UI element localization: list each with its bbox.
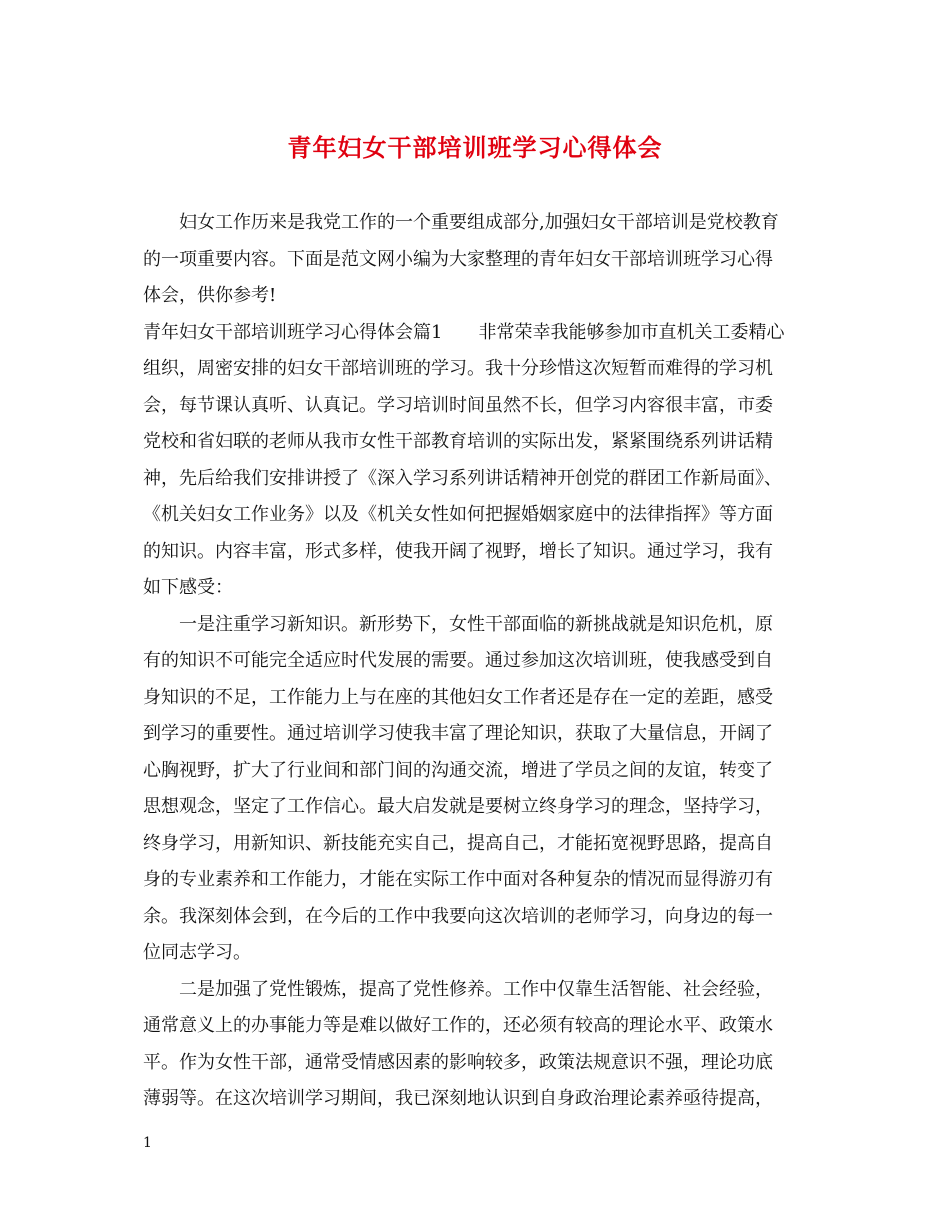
text-line: 组织，周密安排的妇女干部培训班的学习。我十分珍惜这次短暂而难得的学习机 [143, 358, 773, 379]
text-line: 平。作为女性干部，通常受情感因素的影响较多，政策法规意识不强，理论功底 [143, 1051, 773, 1073]
page-number: 1 [143, 1135, 152, 1151]
text-line: 党校和省妇联的老师从我市女性干部教育培训的实际出发，紧紧围绕系列讲话精 [143, 431, 773, 452]
text-line: 终身学习，用新知识、新技能充实自己，提高自己，才能拓宽视野思路，提高自 [143, 832, 773, 854]
text-line: 体会，供你参考! [143, 285, 277, 306]
text-line: 思想观念，坚定了工作信心。最大启发就是要树立终身学习的理念，坚持学习， [143, 796, 773, 817]
text-line: 如下感受： [143, 577, 233, 598]
text-line: 通常意义上的办事能力等是难以做好工作的，还必须有较高的理论水平、政策水 [143, 1015, 773, 1036]
text-line: 的一项重要内容。下面是范文网小编为大家整理的青年妇女干部培训班学习心得 [143, 248, 773, 270]
text-line: 身的专业素养和工作能力，才能在实际工作中面对各种复杂的情况而显得游刃有 [143, 869, 773, 890]
text-line: 二是加强了党性锻炼，提高了党性修养。工作中仅靠生活智能、社会经验， [143, 978, 773, 1000]
text-line: 位同志学习。 [143, 942, 251, 963]
text-line: 薄弱等。在这次培训学习期间，我已深刻地认识到自身政治理论素养亟待提高， [143, 1088, 773, 1109]
document-body [143, 205, 813, 1118]
text-line: 余。我深刻体会到，在今后的工作中我要向这次培训的老师学习，向身边的每一 [143, 905, 773, 927]
text-line: 会，每节课认真听、认真记。学习培训时间虽然不长，但学习内容很丰富，市委 [143, 394, 773, 416]
text-line: 有的知识不可能完全适应时代发展的需要。通过参加这次培训班，使我感受到自 [143, 650, 773, 671]
text-line: 一是注重学习新知识。新形势下，女性干部面临的新挑战就是知识危机，原 [143, 613, 773, 635]
text-line: 妇女工作历来是我党工作的一个重要组成部分,加强妇女干部培训是党校教育 [143, 212, 779, 233]
text-line: 身知识的不足，工作能力上与在座的其他妇女工作者还是存在一定的差距，感受 [143, 686, 773, 708]
text-line: 神，先后给我们安排讲授了《深入学习系列讲话精神开创党的群团工作新局面》、 [143, 467, 782, 489]
text-line: 《机关妇女工作业务》以及《机关女性如何把握婚姻家庭中的法律指挥》等方面 [143, 504, 773, 525]
text-line: 到学习的重要性。通过培训学习使我丰富了理论知识，获取了大量信息，开阔了 [143, 723, 773, 744]
text-line: 的知识。内容丰富，形式多样，使我开阔了视野，增长了知识。通过学习，我有 [143, 540, 773, 562]
document-title: 青年妇女干部培训班学习心得体会 [287, 134, 663, 162]
text-line: 心胸视野，扩大了行业间和部门间的沟通交流，增进了学员之间的友谊，转变了 [143, 759, 773, 781]
text-line: 青年妇女干部培训班学习心得体会篇1 非常荣幸我能够参加市直机关工委精心 [143, 321, 785, 343]
